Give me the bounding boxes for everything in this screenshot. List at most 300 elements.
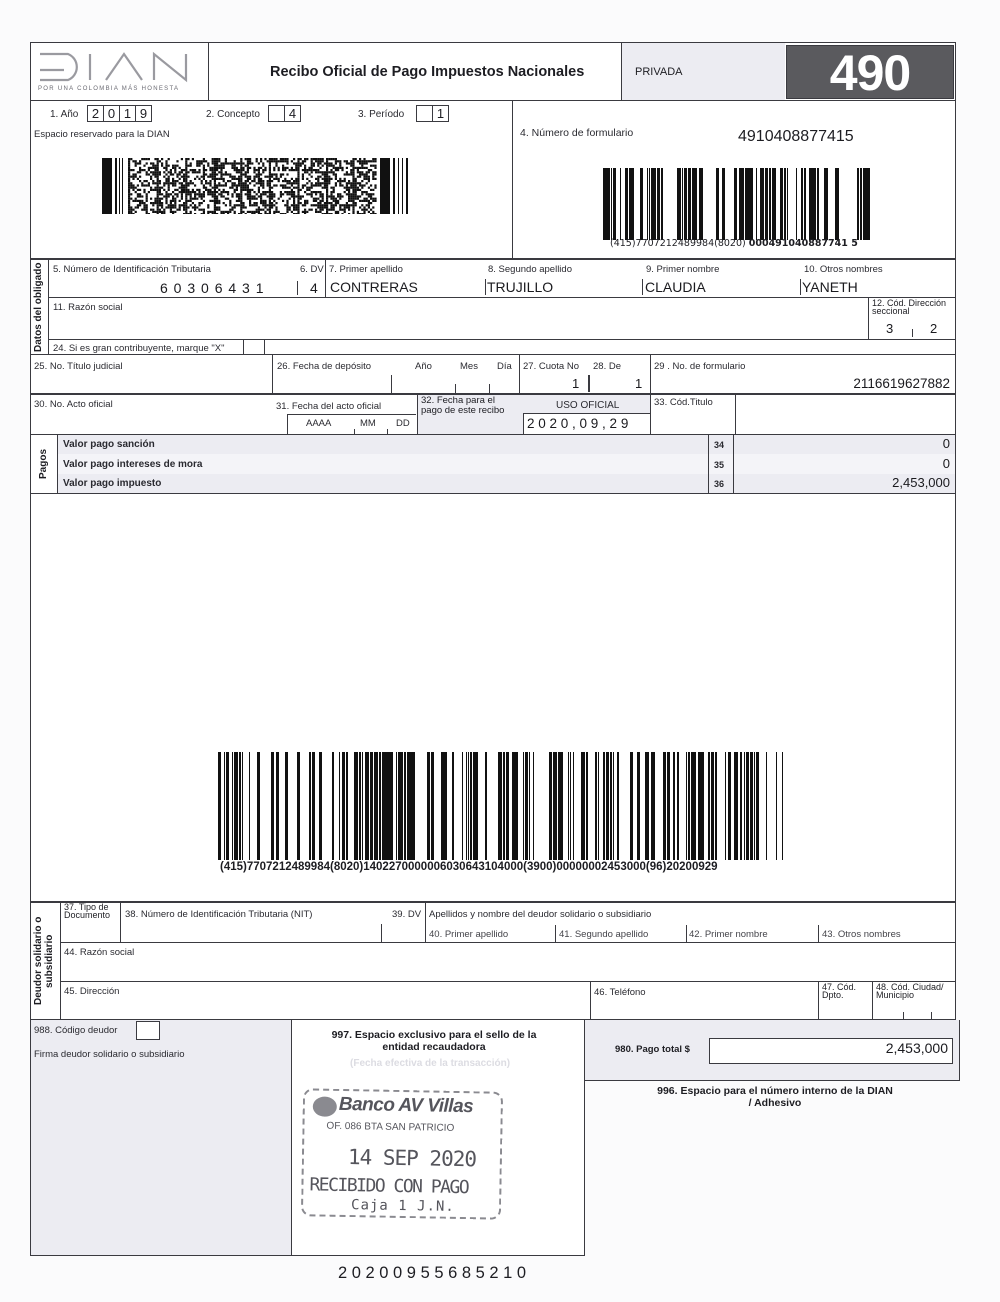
barcode-module: [361, 209, 363, 211]
barcode-module: [196, 193, 198, 195]
barcode-module: [187, 176, 189, 178]
barcode-bar: [679, 168, 681, 240]
barcode-module: [146, 171, 148, 173]
barcode-module: [304, 202, 306, 204]
barcode-module: [141, 169, 143, 171]
pagos-row-num: 34: [714, 440, 725, 450]
barcode-module: [262, 204, 264, 206]
barcode-bar: [374, 752, 375, 860]
anio-digit[interactable]: 9: [135, 105, 152, 122]
barcode-module: [260, 202, 262, 204]
barcode-module: [366, 193, 368, 195]
barcode-module: [176, 189, 178, 191]
barcode-module: [271, 160, 273, 162]
barcode-bar: [227, 752, 229, 860]
barcode-module: [168, 193, 170, 195]
barcode-module: [293, 209, 295, 211]
barcode-module: [247, 211, 249, 213]
barcode-bar: [673, 752, 675, 860]
barcode-module: [333, 198, 335, 200]
barcode-module: [181, 193, 183, 195]
barcode-module: [306, 189, 308, 191]
barcode-bar: [776, 752, 777, 860]
barcode-module: [317, 158, 319, 160]
barcode-module: [269, 184, 271, 186]
barcode-module: [247, 193, 249, 195]
barcode-module: [335, 167, 337, 169]
barcode-module: [339, 182, 341, 184]
barcode-bar: [452, 752, 454, 860]
barcode-module: [339, 206, 341, 208]
barcode-module: [229, 209, 231, 211]
barcode-module: [297, 171, 299, 173]
barcode-module: [251, 211, 253, 213]
barcode-bar: [667, 752, 670, 860]
barcode-module: [260, 209, 262, 211]
barcode-module: [337, 200, 339, 202]
barcode-module: [275, 176, 277, 178]
barcode-module: [352, 180, 354, 182]
barcode-module: [322, 193, 324, 195]
barcode-bar: [698, 752, 699, 860]
barcode-bar: [695, 168, 697, 240]
barcode-module: [374, 171, 376, 173]
barcode-module: [238, 213, 240, 214]
barcode-module: [229, 162, 231, 164]
barcode-module: [361, 180, 363, 182]
barcode-bar: [332, 752, 334, 860]
barcode-module: [317, 211, 319, 213]
barcode-module: [218, 206, 220, 208]
barcode-module: [130, 198, 132, 200]
barcode-module: [146, 173, 148, 175]
barcode-bar: [722, 168, 725, 240]
barcode-module: [157, 178, 159, 180]
barcode-module: [198, 189, 200, 191]
barcode-module: [273, 195, 275, 197]
barcode-bar: [610, 752, 612, 860]
barcode-module: [355, 187, 357, 189]
barcode-module: [192, 158, 194, 160]
barcode-module: [214, 209, 216, 211]
barcode-module: [154, 158, 156, 160]
barcode-module: [335, 158, 337, 160]
barcode-module: [326, 209, 328, 211]
barcode-module: [304, 169, 306, 171]
barcode-module: [311, 158, 313, 160]
barcode-module: [238, 178, 240, 180]
barcode-module: [370, 165, 372, 167]
barcode-module: [372, 193, 374, 195]
barcode-bar: [796, 168, 797, 240]
barcode-module: [137, 178, 139, 180]
periodo-digit[interactable]: [416, 105, 433, 122]
barcode-module: [335, 200, 337, 202]
barcode-module: [361, 165, 363, 167]
barcode-bar: [555, 752, 557, 860]
barcode-module: [264, 169, 266, 171]
barcode-module: [297, 198, 299, 200]
barcode-module: [280, 173, 282, 175]
barcode-module: [143, 206, 145, 208]
barcode-module: [352, 193, 354, 195]
barcode-module: [258, 173, 260, 175]
barcode-module: [326, 204, 328, 206]
barcode-module: [293, 206, 295, 208]
barcode-module: [223, 167, 225, 169]
barcode-module: [218, 167, 220, 169]
segundo-apellido-label: 8. Segundo apellido: [488, 264, 572, 275]
anio-digit[interactable]: 2: [87, 105, 104, 122]
barcode-module: [157, 204, 159, 206]
barcode-module: [132, 213, 134, 214]
barcode-module: [231, 165, 233, 167]
barcode-module: [179, 173, 181, 175]
barcode-module: [302, 204, 304, 206]
barcode-module: [269, 178, 271, 180]
barcode-bar: [784, 168, 786, 240]
barcode-module: [350, 169, 352, 171]
barcode-module: [165, 160, 167, 162]
barcode-module: [306, 178, 308, 180]
barcode-module: [216, 160, 218, 162]
barcode-module: [132, 173, 134, 175]
barcode-module: [326, 171, 328, 173]
barcode-module: [139, 169, 141, 171]
anio-digit[interactable]: 1: [119, 105, 136, 122]
barcode-bar: [630, 752, 633, 860]
barcode-module: [154, 167, 156, 169]
barcode-module: [238, 171, 240, 173]
barcode-module: [366, 182, 368, 184]
barcode-module: [179, 206, 181, 208]
barcode-module: [346, 206, 348, 208]
barcode-module: [293, 187, 295, 189]
barcode-module: [132, 176, 134, 178]
barcode-module: [157, 160, 159, 162]
barcode-module: [262, 169, 264, 171]
otros-nombres-value: YANETH: [802, 279, 858, 295]
barcode-module: [179, 167, 181, 169]
barcode-module: [355, 191, 357, 193]
barcode-module: [271, 176, 273, 178]
barcode-module: [326, 195, 328, 197]
concepto-digit[interactable]: 4: [284, 105, 301, 122]
barcode-bar: [613, 752, 614, 860]
acto-oficial-label: 30. No. Acto oficial: [34, 399, 113, 410]
barcode-module: [227, 193, 229, 195]
barcode-module: [146, 162, 148, 164]
barcode-module: [128, 167, 130, 169]
barcode-module: [242, 189, 244, 191]
barcode-module: [231, 182, 233, 184]
barcode-bar: [648, 752, 649, 860]
barcode-module: [203, 173, 205, 175]
barcode-module: [313, 200, 315, 202]
barcode-module: [236, 162, 238, 164]
barcode-module: [355, 198, 357, 200]
barcode-module: [181, 189, 183, 191]
barcode-module: [201, 180, 203, 182]
barcode-module: [346, 204, 348, 206]
barcode-module: [247, 176, 249, 178]
barcode-module: [313, 162, 315, 164]
cuota-label: 27. Cuota No: [523, 361, 579, 372]
barcode-module: [302, 184, 304, 186]
barcode-bar: [804, 168, 806, 240]
barcode-module: [187, 213, 189, 214]
barcode-module: [157, 213, 159, 214]
barcode-module: [330, 171, 332, 173]
barcode-module: [209, 189, 211, 191]
barcode-bar: [760, 168, 762, 240]
barcode-module: [128, 187, 130, 189]
barcode-module: [231, 176, 233, 178]
gran-contribuyente-checkbox[interactable]: [243, 339, 265, 355]
barcode-module: [352, 167, 354, 169]
barcode-bar: [375, 752, 378, 860]
barcode-module: [260, 167, 262, 169]
barcode-module: [366, 204, 368, 206]
barcode-module: [185, 160, 187, 162]
barcode-module: [203, 187, 205, 189]
barcode-module: [352, 169, 354, 171]
barcode-module: [135, 206, 137, 208]
barcode-module: [185, 158, 187, 160]
barcode-module: [322, 165, 324, 167]
barcode-module: [198, 191, 200, 193]
barcode-module: [275, 162, 277, 164]
barcode-bar: [811, 168, 812, 240]
firma-label: Firma deudor solidario o subsidiario: [34, 1049, 185, 1060]
barcode-bar: [864, 168, 867, 240]
barcode-module: [185, 202, 187, 204]
barcode-module: [348, 195, 350, 197]
barcode-module: [344, 211, 346, 213]
barcode-module: [355, 184, 357, 186]
barcode-module: [249, 189, 251, 191]
barcode-module: [234, 213, 236, 214]
barcode-module: [218, 158, 220, 160]
barcode-module: [260, 198, 262, 200]
barcode-module: [297, 173, 299, 175]
barcode-module: [227, 198, 229, 200]
tipo-doc-label: 37. Tipo de Documento: [64, 902, 111, 920]
barcode-module: [253, 211, 255, 213]
barcode-module: [154, 182, 156, 184]
barcode-bar: [620, 168, 621, 240]
barcode-module: [368, 202, 370, 204]
logo-tagline: POR UNA COLOMBIA MÁS HONESTA: [38, 86, 180, 92]
formulario-barcode: [603, 168, 873, 240]
barcode-module: [196, 198, 198, 200]
barcode-module: [161, 162, 163, 164]
barcode-bar: [692, 168, 695, 240]
barcode-module: [350, 162, 352, 164]
pagos-row-label: Valor pago impuesto: [63, 478, 162, 489]
barcode-module: [300, 165, 302, 167]
barcode-module: [311, 195, 313, 197]
barcode-module: [223, 165, 225, 167]
barcode-module: [152, 182, 154, 184]
barcode-module: [319, 206, 321, 208]
barcode-module: [143, 204, 145, 206]
barcode-module: [249, 191, 251, 193]
barcode-module: [218, 193, 220, 195]
barcode-module: [225, 171, 227, 173]
codigo-deudor-input[interactable]: [136, 1021, 160, 1040]
barcode-module: [308, 173, 310, 175]
barcode-module: [152, 202, 154, 204]
barcode-module: [333, 195, 335, 197]
barcode-module: [214, 173, 216, 175]
barcode-module: [154, 187, 156, 189]
pagos-row-label: Valor pago intereses de mora: [63, 459, 203, 470]
barcode-module: [141, 209, 143, 211]
barcode-bar: [342, 752, 345, 860]
barcode-module: [322, 204, 324, 206]
barcode-module: [269, 171, 271, 173]
barcode-module: [220, 191, 222, 193]
barcode-module: [137, 200, 139, 202]
barcode-module: [190, 169, 192, 171]
barcode-module: [352, 158, 354, 160]
no-formulario-label: 29 . No. de formulario: [654, 361, 746, 372]
barcode-module: [168, 189, 170, 191]
barcode-bar: [780, 168, 783, 240]
primer-apellido-label: 7. Primer apellido: [329, 264, 403, 275]
barcode-module: [201, 160, 203, 162]
barcode-module: [148, 169, 150, 171]
pagos-section-label: Pagos: [38, 449, 49, 480]
barcode-module: [170, 209, 172, 211]
barcode-module: [330, 191, 332, 193]
pagos-row-value: 0: [942, 456, 950, 471]
barcode-module: [218, 184, 220, 186]
barcode-bar: [218, 752, 221, 860]
barcode-module: [150, 209, 152, 211]
barcode-bar: [617, 752, 619, 860]
barcode-module: [223, 180, 225, 182]
barcode-module: [330, 206, 332, 208]
barcode-bar: [769, 168, 771, 240]
barcode-module: [185, 209, 187, 211]
barcode-module: [352, 191, 354, 193]
barcode-module: [258, 195, 260, 197]
barcode-module: [366, 160, 368, 162]
barcode-module: [181, 169, 183, 171]
barcode-module: [324, 173, 326, 175]
barcode-module: [269, 191, 271, 193]
barcode-bar: [637, 752, 640, 860]
barcode-module: [143, 191, 145, 193]
barcode-module: [326, 202, 328, 204]
barcode-module: [172, 204, 174, 206]
barcode-module: [319, 191, 321, 193]
barcode-module: [172, 173, 174, 175]
barcode-module: [249, 202, 251, 204]
barcode-module: [346, 162, 348, 164]
barcode-bar: [748, 168, 751, 240]
barcode-module: [372, 189, 374, 191]
barcode-module: [297, 182, 299, 184]
barcode-module: [227, 180, 229, 182]
barcode-module: [366, 162, 368, 164]
barcode-module: [361, 193, 363, 195]
anio-digit[interactable]: 0: [103, 105, 120, 122]
barcode-module: [284, 158, 286, 160]
barcode-module: [319, 158, 321, 160]
barcode-module: [185, 178, 187, 180]
barcode-module: [333, 209, 335, 211]
barcode-module: [240, 184, 242, 186]
barcode-module: [273, 167, 275, 169]
barcode-module: [275, 209, 277, 211]
barcode-module: [269, 180, 271, 182]
stamp-branch: OF. 086 BTA SAN PATRICIO: [326, 1120, 455, 1134]
firma-signature-area[interactable]: [34, 1064, 288, 1250]
barcode-module: [372, 158, 374, 160]
barcode-module: [209, 191, 211, 193]
barcode-module: [245, 187, 247, 189]
barcode-module: [115, 158, 117, 214]
barcode-bar: [766, 752, 767, 860]
barcode-module: [262, 209, 264, 211]
barcode-module: [181, 176, 183, 178]
barcode-module: [128, 171, 130, 173]
barcode-module: [245, 184, 247, 186]
barcode-module: [346, 167, 348, 169]
barcode-bar: [568, 752, 569, 860]
page-title: Recibo Oficial de Pago Impuestos Nacionales: [270, 64, 585, 80]
barcode-module: [286, 173, 288, 175]
barcode-module: [295, 178, 297, 180]
fecha-acto-mm: MM: [360, 418, 376, 429]
concepto-digit[interactable]: [268, 105, 285, 122]
barcode-module: [150, 171, 152, 173]
barcode-module: [240, 160, 242, 162]
barcode-bar: [702, 168, 703, 240]
barcode-module: [398, 158, 399, 214]
barcode-module: [350, 165, 352, 167]
barcode-module: [130, 182, 132, 184]
barcode-module: [130, 184, 132, 186]
barcode-module: [240, 165, 242, 167]
barcode-module: [273, 213, 275, 214]
barcode-bar: [570, 752, 571, 860]
barcode-module: [324, 184, 326, 186]
barcode-module: [291, 182, 293, 184]
barcode-module: [209, 184, 211, 186]
barcode-module: [183, 191, 185, 193]
barcode-module: [236, 195, 238, 197]
barcode-module: [269, 213, 271, 214]
barcode-module: [284, 187, 286, 189]
barcode-module: [269, 206, 271, 208]
periodo-digit[interactable]: 1: [432, 105, 449, 122]
barcode-module: [225, 182, 227, 184]
barcode-module: [249, 162, 251, 164]
barcode-module: [163, 184, 165, 186]
barcode-module: [282, 193, 284, 195]
barcode-module: [322, 209, 324, 211]
barcode-module: [146, 184, 148, 186]
cod-dir-digit: 3: [886, 321, 894, 336]
dian-logo: [34, 46, 202, 98]
barcode-module: [368, 171, 370, 173]
barcode-module: [185, 173, 187, 175]
barcode-module: [203, 195, 205, 197]
